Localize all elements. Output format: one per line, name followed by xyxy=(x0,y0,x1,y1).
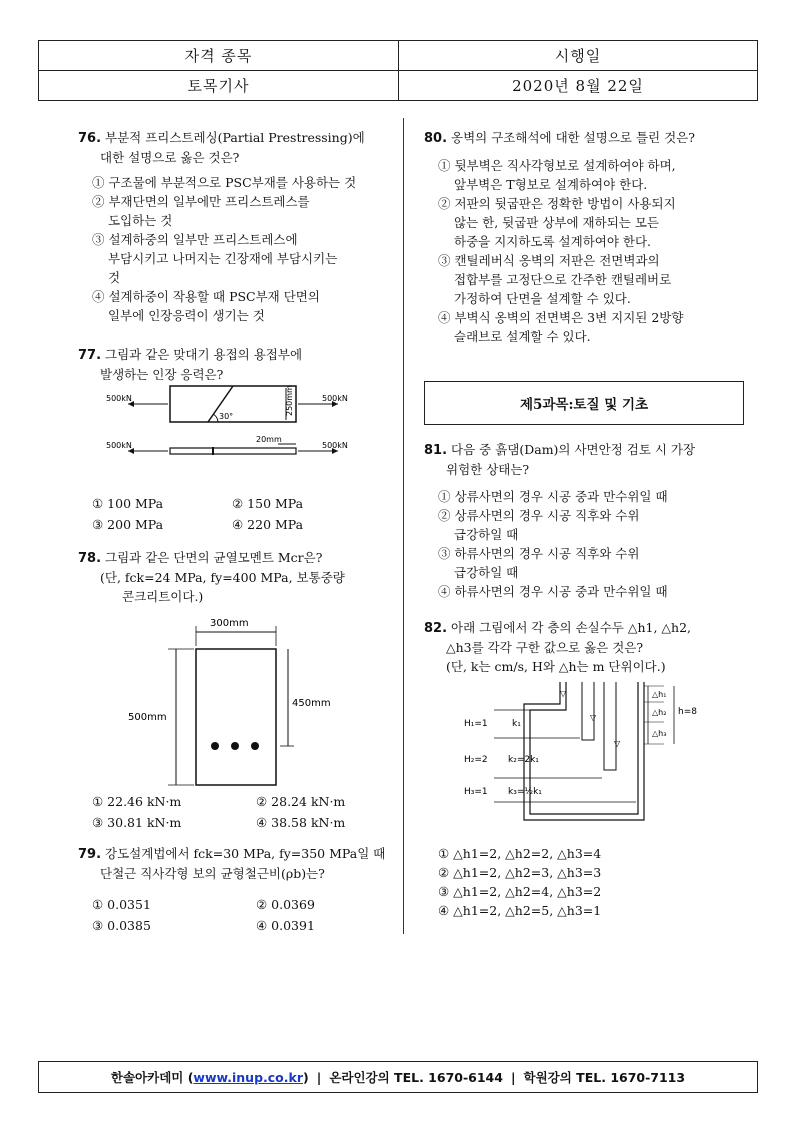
water-level-1: ▽ xyxy=(560,689,567,698)
option-4[interactable]: ④ 0.0391 xyxy=(256,918,315,933)
question-text: 단철근 직사각형 보의 균형철근비(ρb)는? xyxy=(100,866,325,881)
question-number: 81. xyxy=(424,443,448,458)
question-77-options xyxy=(78,490,408,534)
option-text: 않는 한, 뒷굽판 상부에 재하되는 모든 xyxy=(454,215,659,230)
question-78 xyxy=(78,548,408,606)
option-1[interactable]: ① △h1=2, △h2=2, △h3=4 xyxy=(438,846,602,861)
question-text: 콘크리트이다.) xyxy=(122,589,204,604)
option-4[interactable]: ④ 38.58 kN·m xyxy=(256,815,346,830)
option-1[interactable]: ① 22.46 kN·m xyxy=(92,794,182,809)
option-1[interactable]: ① 구조물에 부분적으로 PSC부재를 사용하는 것 xyxy=(92,175,357,190)
date-value: 2020년 8월 22일 xyxy=(399,71,758,101)
offline-tel: 학원강의 TEL. 1670-7113 xyxy=(523,1070,686,1085)
height-label: 500mm xyxy=(128,712,167,723)
option-3[interactable]: ③ 30.81 kN·m xyxy=(92,815,182,830)
question-82 xyxy=(424,618,754,676)
option-1[interactable]: ① 상류사면의 경우 시공 중과 만수위일 때 xyxy=(438,489,668,504)
question-text: (단, fck=24 MPa, fy=400 MPa, 보통중량 xyxy=(100,570,345,585)
option-text: 급강하일 때 xyxy=(454,527,519,542)
option-text: ③ 설계하중의 일부만 프리스트레스에 xyxy=(92,232,298,247)
water-level-3: ▽ xyxy=(614,739,621,748)
question-text: 그림과 같은 맞대기 용접의 용접부에 xyxy=(105,347,303,362)
subject-label: 자격 종목 xyxy=(39,41,399,71)
question-80 xyxy=(424,128,754,346)
k1-label: k₁ xyxy=(512,719,521,729)
option-2[interactable] xyxy=(438,506,754,544)
option-text: 가정하여 단면을 설계할 수 있다. xyxy=(454,291,631,306)
question-text: 옹벽의 구조해석에 대한 설명으로 틀린 것은? xyxy=(451,130,695,145)
options xyxy=(78,792,408,832)
option-4[interactable]: ④ △h1=2, △h2=5, △h3=1 xyxy=(438,903,602,918)
option-text: 앞부벽은 T형보로 설계하여야 한다. xyxy=(454,177,648,192)
option-text: ④ 부벽식 옹벽의 전면벽은 3변 지지된 2방향 xyxy=(438,310,684,325)
question-number: 77. xyxy=(78,348,102,363)
question-78-options xyxy=(78,788,408,832)
option-4[interactable] xyxy=(92,287,408,325)
dh3-label: △h₃ xyxy=(652,729,667,738)
option-2[interactable] xyxy=(92,192,408,230)
option-text: 하중을 지지하도록 설계하여야 한다. xyxy=(454,234,652,249)
option-text: 도입하는 것 xyxy=(108,213,173,228)
dh1-label: △h₁ xyxy=(652,690,667,699)
online-tel: 온라인강의 TEL. 1670-6144 xyxy=(329,1070,503,1085)
option-3[interactable] xyxy=(92,230,408,287)
option-4[interactable] xyxy=(438,308,754,346)
weld-figure xyxy=(106,384,376,467)
subject-5-heading: 제5과목:토질 및 기초 xyxy=(424,381,744,425)
option-1[interactable]: ① 100 MPa xyxy=(92,496,164,511)
question-text: 위험한 상태는? xyxy=(446,462,530,477)
question-number: 80. xyxy=(424,131,448,146)
option-text: ③ 하류사면의 경우 시공 직후와 수위 xyxy=(438,546,640,561)
footer xyxy=(38,1061,758,1093)
force-right-label-2: 500kN xyxy=(322,441,348,450)
question-79 xyxy=(78,844,408,935)
water-level-2: ▽ xyxy=(590,713,597,722)
academy-link[interactable]: www.inup.co.kr xyxy=(193,1069,304,1085)
option-3[interactable]: ③ △h1=2, △h2=4, △h3=2 xyxy=(438,884,602,899)
option-text: ② 저판의 뒷굽판은 정확한 방법이 사용되지 xyxy=(438,196,676,211)
option-text: 부담시키고 나머지는 긴장재에 부담시키는 xyxy=(108,251,338,266)
option-text: 일부에 인장응력이 생기는 것 xyxy=(108,308,265,323)
question-number: 79. xyxy=(78,847,102,862)
h1-label: H₁=1 xyxy=(464,719,488,729)
option-4[interactable]: ④ 220 MPa xyxy=(232,517,304,532)
option-text: 급강하일 때 xyxy=(454,565,519,580)
question-number: 82. xyxy=(424,621,448,636)
option-2[interactable]: ② 150 MPa xyxy=(232,496,304,511)
option-text: ④ 설계하중이 작용할 때 PSC부재 단면의 xyxy=(92,289,320,304)
option-2[interactable] xyxy=(438,194,754,251)
question-76 xyxy=(78,128,408,325)
question-text: △h3를 각각 구한 값으로 옳은 것은? xyxy=(446,640,644,655)
question-number: 78. xyxy=(78,551,102,566)
question-81 xyxy=(424,440,754,601)
h-total-label: h=8 xyxy=(678,707,697,717)
separator: | xyxy=(510,1069,516,1085)
option-text: ② 상류사면의 경우 시공 직후와 수위 xyxy=(438,508,640,523)
h3-label: H₃=1 xyxy=(464,787,488,797)
options xyxy=(78,895,408,935)
option-3[interactable] xyxy=(438,251,754,308)
question-text: 다음 중 흙댐(Dam)의 사면안정 검토 시 가장 xyxy=(451,442,696,457)
options xyxy=(78,494,408,534)
separator: | xyxy=(316,1069,322,1085)
seepage-diagram xyxy=(464,680,714,830)
option-2[interactable]: ② △h1=2, △h2=3, △h3=3 xyxy=(438,865,602,880)
options xyxy=(424,156,754,346)
options xyxy=(424,844,754,920)
question-number: 76. xyxy=(78,131,102,146)
option-text: ③ 캔틸레버식 옹벽의 저판은 전면벽과의 xyxy=(438,253,660,268)
option-1[interactable] xyxy=(438,156,754,194)
height-label: 250mm xyxy=(285,385,294,416)
thickness-label: 20mm xyxy=(256,435,282,444)
option-text: 것 xyxy=(108,270,121,285)
options xyxy=(424,487,754,601)
question-text: 부분적 프리스트레싱(Partial Prestressing)에 xyxy=(105,130,365,145)
force-left-label-2: 500kN xyxy=(106,441,132,450)
option-text: 접합부를 고정단으로 간주한 캔틸레버로 xyxy=(454,272,672,287)
option-2[interactable]: ② 0.0369 xyxy=(256,897,315,912)
width-label: 300mm xyxy=(210,618,249,629)
beam-section-diagram xyxy=(128,612,368,788)
subject-value: 토목기사 xyxy=(39,71,399,101)
angle-label: 30° xyxy=(219,412,234,421)
question-text: 발생하는 인장 응력은? xyxy=(100,367,224,382)
question-77 xyxy=(78,345,408,384)
option-text: ② 부재단면의 일부에만 프리스트레스를 xyxy=(92,194,310,209)
question-text: 아래 그림에서 각 층의 손실수두 △h1, △h2, xyxy=(451,620,692,635)
academy-close: ) xyxy=(303,1069,309,1085)
depth-label: 450mm xyxy=(292,698,331,709)
h2-label: H₂=2 xyxy=(464,755,488,765)
option-text: ① 뒷부벽은 직사각형보로 설계하여야 하며, xyxy=(438,158,676,173)
option-3[interactable]: ③ 0.0385 xyxy=(92,918,151,933)
weld-diagram xyxy=(106,384,376,464)
question-text: 강도설계법에서 fck=30 MPa, fy=350 MPa일 때 xyxy=(105,846,386,861)
k2-label: k₂=2k₁ xyxy=(508,755,539,765)
option-3[interactable] xyxy=(438,544,754,582)
option-4[interactable]: ④ 하류사면의 경우 시공 중과 만수위일 때 xyxy=(438,584,668,599)
dh2-label: △h₂ xyxy=(652,708,667,717)
option-text: 슬래브로 설계할 수 있다. xyxy=(454,329,591,344)
k3-label: k₃=½k₁ xyxy=(508,787,542,797)
option-1[interactable]: ① 0.0351 xyxy=(92,897,151,912)
academy-name: 한솔아카데미 ( xyxy=(110,1070,194,1085)
seepage-figure xyxy=(464,680,714,833)
options xyxy=(78,173,408,325)
date-label: 시행일 xyxy=(399,41,758,71)
beam-section-figure xyxy=(128,612,368,791)
force-left-label: 500kN xyxy=(106,394,132,403)
question-text: 대한 설명으로 옳은 것은? xyxy=(100,150,240,165)
question-text: (단, k는 cm/s, H와 △h는 m 단위이다.) xyxy=(446,659,666,674)
header-table xyxy=(38,40,758,101)
question-text: 그림과 같은 단면의 균열모멘트 Mcr은? xyxy=(105,550,323,565)
option-3[interactable]: ③ 200 MPa xyxy=(92,517,164,532)
question-82-options xyxy=(424,838,754,920)
option-2[interactable]: ② 28.24 kN·m xyxy=(256,794,346,809)
force-right-label: 500kN xyxy=(322,394,348,403)
